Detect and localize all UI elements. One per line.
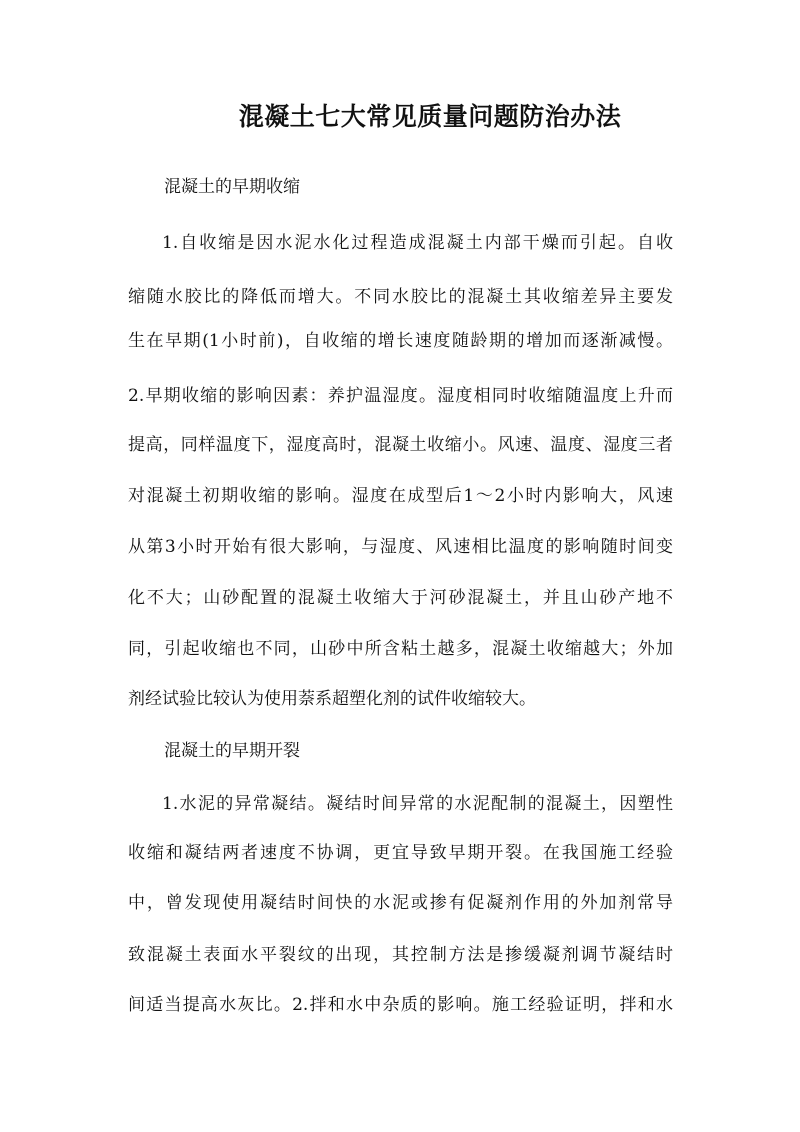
paragraph-line: 间适当提高水灰比。2.拌和水中杂质的影响。施工经验证明，拌和水 xyxy=(128,995,673,1015)
section-heading-early-cracking: 混凝土的早期开裂 xyxy=(164,741,300,761)
paragraph-line: 化不大；山砂配置的混凝土收缩大于河砂混凝土，并且山砂产地不 xyxy=(128,588,673,608)
paragraph-line: 从第3小时开始有很大影响，与湿度、风速相比温度的影响随时间变 xyxy=(128,537,673,557)
paragraph-line: 缩随水胶比的降低而增大。不同水胶比的混凝土其收缩差异主要发 xyxy=(128,287,673,307)
paragraph-line: 2.早期收缩的影响因素：养护温湿度。湿度相同时收缩随温度上升而 xyxy=(128,386,673,406)
paragraph-line: 收缩和凝结两者速度不协调，更宜导致早期开裂。在我国施工经验 xyxy=(128,843,673,863)
paragraph-line: 提高，同样温度下，湿度高时，混凝土收缩小。风速、温度、湿度三者 xyxy=(128,435,673,455)
paragraph-line: 致混凝土表面水平裂纹的出现，其控制方法是掺缓凝剂调节凝结时 xyxy=(128,945,673,965)
paragraph-line: 1.自收缩是因水泥水化过程造成混凝土内部干燥而引起。自收 xyxy=(162,233,673,253)
paragraph-line: 对混凝土初期收缩的影响。湿度在成型后1～2小时内影响大，风速 xyxy=(128,486,673,506)
paragraph-line: 中，曾发现使用凝结时间快的水泥或掺有促凝剂作用的外加剂常导 xyxy=(128,893,673,913)
paragraph-line: 剂经试验比较认为使用萘系超塑化剂的试件收缩较大。 xyxy=(128,689,536,709)
paragraph-line: 同，引起收缩也不同，山砂中所含粘土越多，混凝土收缩越大；外加 xyxy=(128,639,673,659)
paragraph-line: 生在早期(1小时前)，自收缩的增长速度随龄期的增加而逐渐减慢。 xyxy=(128,331,673,351)
document-title: 混凝土七大常见质量问题防治办法 xyxy=(238,102,622,131)
section-heading-early-shrinkage: 混凝土的早期收缩 xyxy=(164,177,300,197)
paragraph-line: 1.水泥的异常凝结。凝结时间异常的水泥配制的混凝土，因塑性 xyxy=(162,794,673,814)
